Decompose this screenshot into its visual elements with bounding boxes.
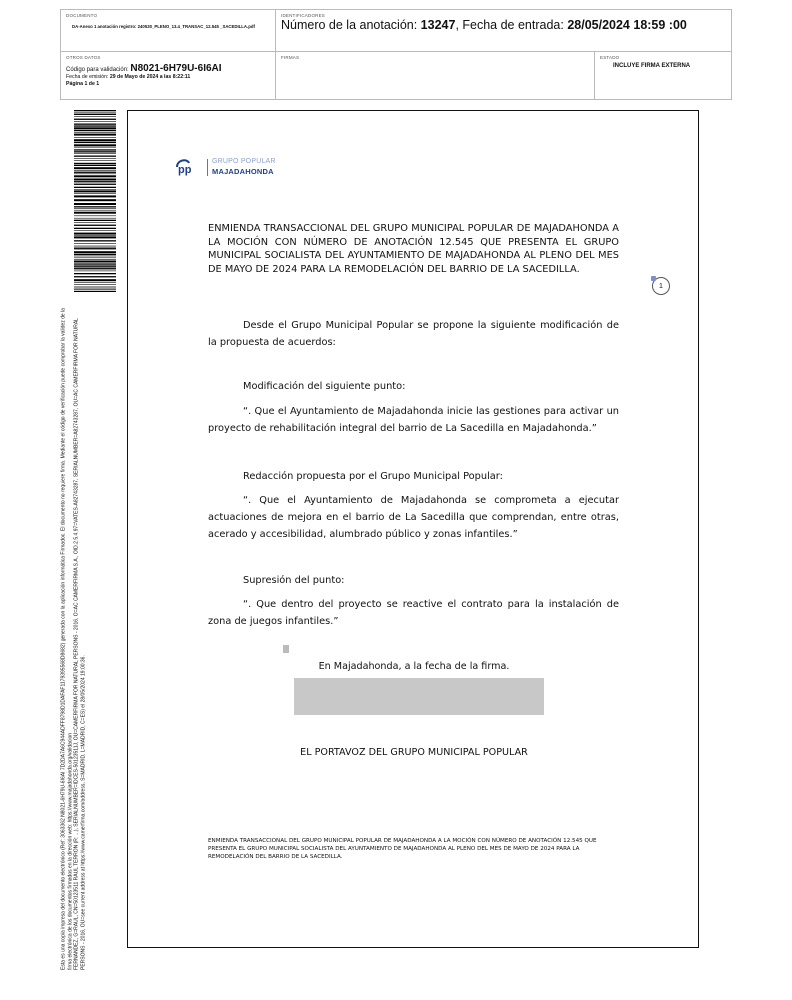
barcode-bar (74, 147, 116, 148)
place-date-line: En Majadahonda, a la fecha de la firma. (318, 661, 510, 672)
validation-code: N8021-6H79U-6I6AI (130, 63, 222, 74)
barcode-bar (74, 206, 116, 207)
document-title: ENMIENDA TRANSACCIONAL DEL GRUPO MUNICIPAL POPULAR DE MAJADAHONDA A LA MOCIÓN CON NÚMERO DE ANOTACIÓN 12.545 QUE PRESENTA EL GRUPO MUNICIPAL SOCIALISTA DEL AYUNTAMIENTO DE MAJADAHONDA AL PLENO DEL MES DE MAYO DE 2024 PARA LA REMODELACIÓN DEL BARRIO DE LA SACEDILLA. (208, 223, 619, 275)
barcode-bar (74, 165, 116, 166)
barcode-bar (74, 113, 116, 114)
barcode-bar (74, 193, 116, 194)
state-cell (595, 52, 731, 100)
identifiers-cell (276, 10, 731, 52)
barcode-bar (74, 240, 116, 241)
barcode-bar (74, 119, 116, 120)
barcode-bar (74, 258, 116, 259)
document-filename: DA-Anexo 1 anotación registro: 240530_PLENO_13.4_TRANSAC_12.545 _SACEDILLA.pdf (72, 24, 255, 29)
pp-logo-icon (175, 158, 199, 176)
verification-margin (46, 296, 102, 970)
verification-text (61, 296, 88, 970)
barcode-bar (74, 287, 116, 288)
document-header (60, 9, 732, 100)
barcode-bar (74, 158, 116, 159)
state-value: INCLUYE FIRMA EXTERNA (613, 63, 691, 69)
barcode-bar (74, 276, 116, 277)
page-footer: ENMIENDA TRANSACCIONAL DEL GRUPO MUNICIPAL POPULAR DE MAJADAHONDA A LA MOCIÓN CON NÚMERO DE ANOTACIÓN 12.545 QUE PRESENTA EL GRUPO MUNICIPAL SOCIALISTA DEL AYUNTAMIENTO DE MAJADAHONDA AL PLENO DEL MES DE MAYO DE 2024 PARA LA REMODELACIÓN DEL BARRIO DE LA SACEDILLA. (208, 838, 597, 860)
proposal-text: “. Que el Ayuntamiento de Majadahonda se comprometa a ejecutar actuaciones de mejora en el barrio de La Sacedilla que comprendan, entre otras, acerado y accesibilidad, alumbrado público y zonas infantiles.” (208, 495, 619, 540)
barcode-bar (74, 142, 116, 143)
suppression-text: “. Que dentro del proyecto se reactive el contrato para la instalación de zona de juegos infantiles.” (208, 599, 619, 627)
barcode-bar (74, 127, 116, 129)
barcode-bar (74, 175, 116, 177)
barcode-bar (74, 190, 116, 192)
page-info: Página 1 de 1 (66, 81, 100, 87)
barcode-bar (74, 279, 116, 281)
other-data-cell (61, 52, 276, 100)
barcode-bar (74, 151, 116, 152)
suppression-heading: Supresión del punto: (243, 575, 345, 586)
barcode-bar (74, 256, 116, 257)
logo-separator (207, 159, 208, 176)
barcode-bar (74, 289, 116, 290)
barcode-bar (74, 216, 116, 217)
identifiers-label: IDENTIFICADORES (281, 13, 326, 18)
barcode-bar (74, 153, 116, 154)
barcode-bar (74, 130, 116, 131)
barcode-bar (74, 235, 116, 236)
proposal-heading: Redacción propuesta por el Grupo Municipal Popular: (243, 471, 503, 482)
barcode-bar (74, 251, 116, 253)
barcode-bar (74, 233, 116, 235)
barcode-bar (74, 263, 116, 264)
validation-prefix: Código para validación: (66, 67, 131, 73)
logo-line-2: MAJADAHONDA (212, 167, 274, 176)
barcode-bar (74, 199, 116, 201)
document-label: DOCUMENTO (66, 13, 98, 18)
signer-title: EL PORTAVOZ DEL GRUPO MUNICIPAL POPULAR (300, 747, 528, 758)
barcode-bar (74, 261, 116, 263)
barcode-bar (74, 195, 116, 197)
barcode-bar (74, 174, 116, 175)
barcode-bar (74, 203, 116, 205)
barcode-bar (74, 181, 116, 182)
barcode-bar (74, 156, 116, 157)
barcode-bar (74, 247, 116, 248)
annotation-number: 13247 (420, 18, 456, 32)
barcode-bar (74, 282, 116, 283)
verification-line-3: PERSONS - 2016, OU=see current address at https://www.camerfirma.com/address, S=MADRID, L=MADRID, C=ES) el 28/05/2024 19:00:36. (80, 655, 87, 970)
barcode-bar (74, 187, 116, 188)
barcode-bar (74, 125, 116, 126)
identifiers-text (281, 18, 726, 32)
barcode-bar (74, 144, 116, 146)
other-data-label: OTROS DATOS (66, 55, 101, 60)
barcode-bar (74, 149, 116, 150)
signature-redaction-box (294, 678, 544, 715)
emission-row (66, 74, 270, 81)
barcode-bar (74, 243, 116, 244)
barcode-bar (74, 212, 116, 214)
barcode-bar (74, 222, 116, 223)
document-page (127, 110, 699, 948)
pp-logo-symbol: pp (178, 164, 192, 176)
barcode-bar (74, 254, 116, 255)
barcode-bar (74, 271, 116, 272)
comment-marker[interactable]: 1 (652, 277, 670, 295)
barcode-bar (74, 284, 116, 285)
signatures-label: FIRMAS (281, 55, 300, 60)
barcode-bar (74, 114, 116, 115)
barcode-bar (74, 116, 116, 117)
validation-row (66, 63, 270, 74)
barcode-bar (74, 218, 116, 219)
barcode-bar (74, 121, 116, 122)
barcode-bar (74, 160, 116, 161)
emission-prefix: Fecha de emisión: (66, 74, 110, 80)
barcode-bar (74, 139, 116, 141)
barcode-bar (74, 189, 116, 190)
signatures-cell (276, 52, 595, 100)
id-prefix: Número de la anotación: (281, 18, 421, 32)
verification-line-2: FERNANDEZ, G=RAUL, CN=50123511 RAUL TERRON (R: ...), SERIALNUMBER=IDCES-50123511J, OU=CAMERFIRMA FOR NATURAL PERSONS - 2016, O=AC CAMERFIRMA S.A., OID.2.5.4.97=VATES-A82743287, SERIALNUMBER=A82743287, OU=AC CAMERFIRMA FOR NATURAL (74, 318, 80, 970)
barcode-bar (74, 132, 116, 133)
redaction-mark (283, 645, 289, 653)
barcode-bar (74, 228, 116, 229)
barcode-bar (74, 266, 116, 267)
barcode-bar (74, 172, 116, 173)
barcode-bar (74, 246, 116, 247)
barcode-image (74, 110, 116, 292)
barcode-bar (74, 225, 116, 226)
barcode-bar (74, 248, 116, 249)
emission-date: 29 de Mayo de 2024 a las 8:22:11 (109, 74, 191, 80)
barcode-bar (74, 288, 116, 289)
barcode-bar (74, 184, 116, 185)
id-middle: , Fecha de entrada: (455, 18, 568, 32)
barcode-bar (74, 179, 116, 181)
barcode-bar (74, 210, 116, 211)
barcode-bar (74, 236, 116, 238)
barcode-bar (74, 264, 116, 265)
barcode-bar (74, 167, 116, 169)
barcode-bar (74, 291, 116, 292)
barcode-bar (74, 137, 116, 138)
entry-date: 28/05/2024 18:59 :00 (567, 18, 687, 32)
barcode-bar (74, 124, 116, 125)
barcode-bar (74, 163, 116, 164)
intro-paragraph: Desde el Grupo Municipal Popular se propone la siguiente modificación de la propuesta de acuerdos: (208, 320, 619, 348)
barcode-bar (74, 230, 116, 231)
barcode-bar (74, 110, 116, 111)
barcode-bar (74, 259, 116, 260)
barcode-bar (74, 220, 116, 221)
modification-text: “. Que el Ayuntamiento de Majadahonda inicie las gestiones para activar un proyecto de rehabilitación integral del barrio de La Sacedilla en Majadahonda.” (208, 406, 619, 434)
barcode-bar (74, 170, 116, 171)
barcode-bar (74, 273, 116, 274)
barcode-bar (74, 208, 116, 209)
barcode-bar (74, 268, 116, 269)
logo-line-1: GRUPO POPULAR (212, 158, 276, 165)
state-label: ESTADO (600, 55, 620, 60)
modification-heading: Modificación del siguiente punto: (243, 381, 406, 392)
barcode-bar (74, 134, 116, 136)
verification-line-1: Esta es una copia impresa del documento electrónico (Ref: 3063362 N8021-6H79U-6I6AI 7D2DA7A6C944ADFF8798D1DAFAF1179395568D8682) generada con la aplicación informática Firmadoc. El documento no requiere firma. Mediante el código de verificación puede comprobar la validez de la firma electrónica de los documentos firmados en la dirección web: https://www.majadahonda.org/validacion (60, 308, 74, 970)
document-cell (61, 10, 276, 52)
